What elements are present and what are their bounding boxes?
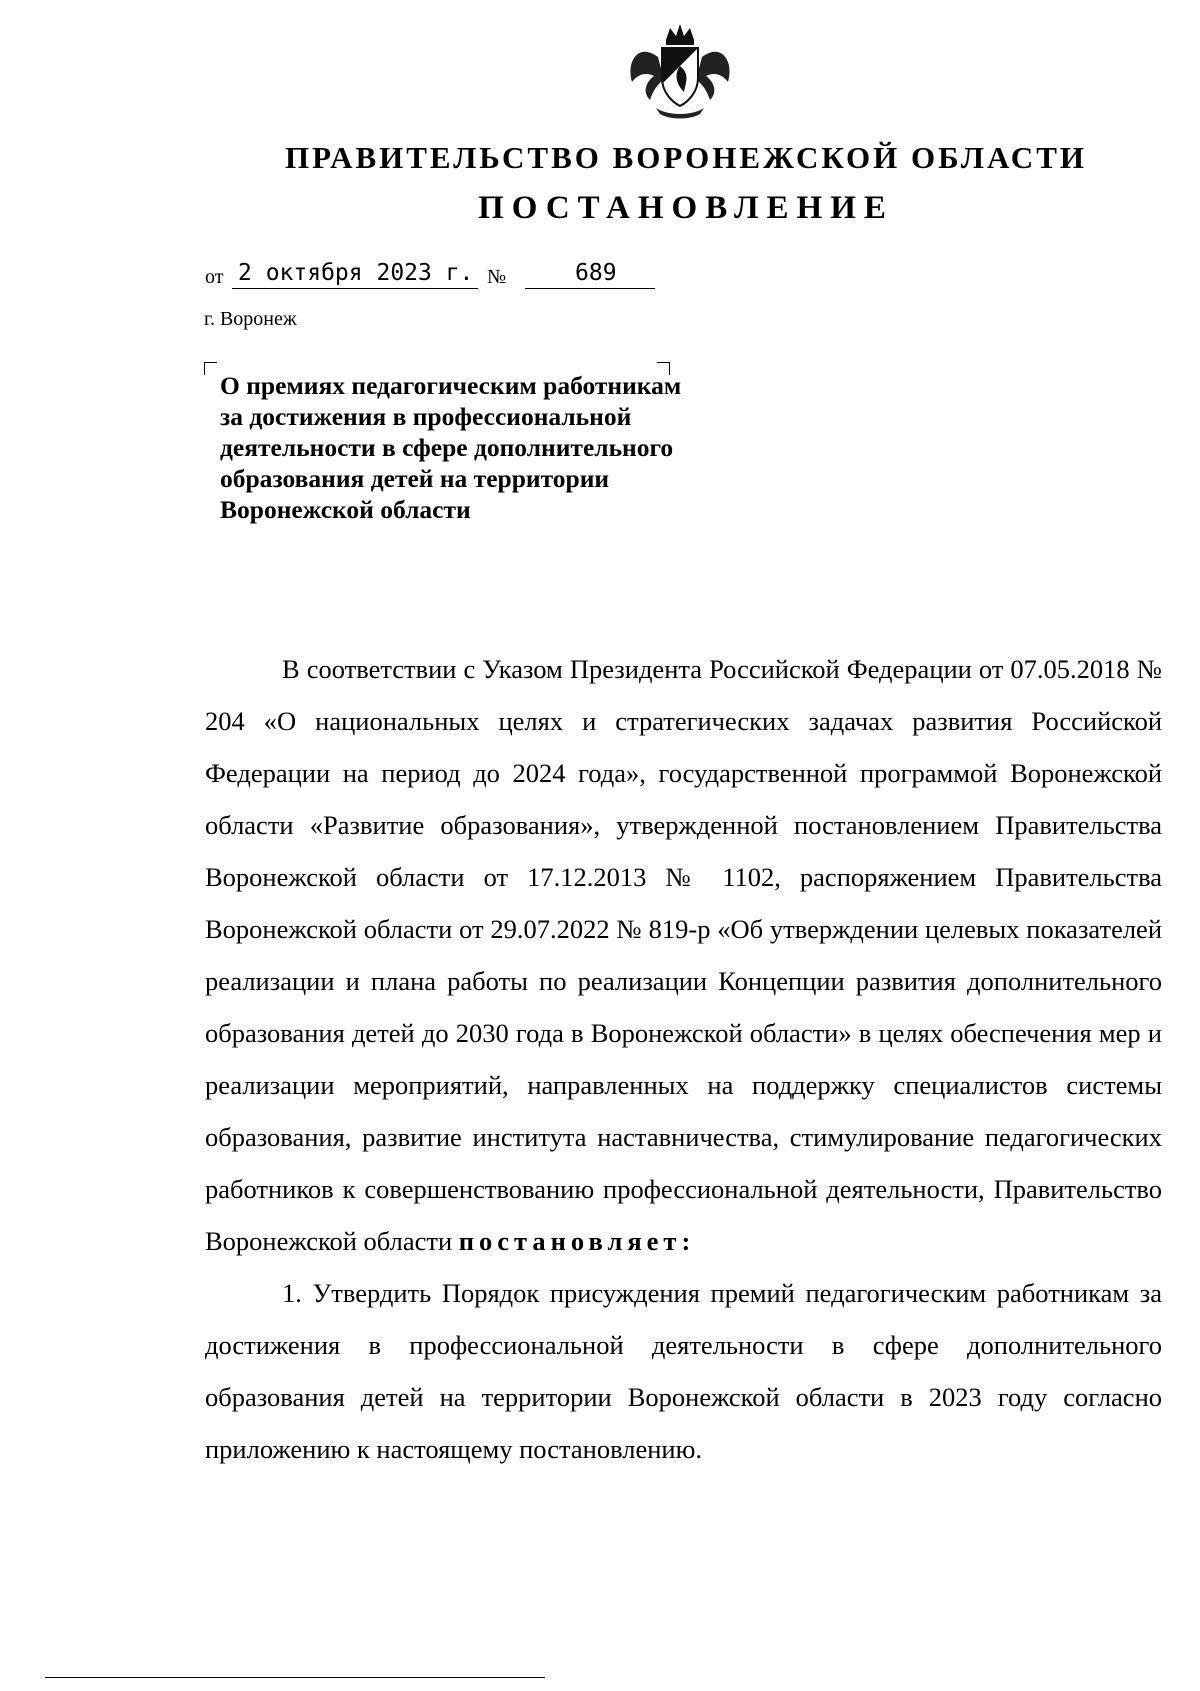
number-label: № — [487, 266, 507, 288]
city-label: г. Воронеж — [204, 308, 297, 330]
document-number: 689 — [525, 258, 655, 289]
government-title: ПРАВИТЕЛЬСТВО ВОРОНЕЖСКОЙ ОБЛАСТИ — [285, 140, 1087, 175]
resolves-word: постановляет: — [458, 1226, 696, 1256]
clause-1-paragraph: 1. Утвердить Порядок присуждения премий педагогическим работникам за достижения в профессиональной деятельности в сфере дополнительного образования детей на территории Воронежской области в 2023 году согласно приложению к настоящему постановлению. — [205, 1278, 1162, 1464]
footer-divider — [45, 1677, 545, 1678]
coat-of-arms-emblem — [620, 22, 740, 122]
date-number-line — [205, 253, 675, 293]
document-date: 2 октября 2023 г. — [232, 258, 478, 289]
from-label: от — [205, 266, 224, 288]
document-body — [205, 643, 1162, 1475]
subject-bracket-left — [204, 362, 217, 375]
document-type-title: ПОСТАНОВЛЕНИЕ — [478, 190, 894, 226]
preamble-paragraph — [205, 643, 1162, 1267]
preamble-text: В соответствии с Указом Президента Российской Федерации от 07.05.2018 № 204 «О национальных целях и стратегических задачах развития Российской Федерации на период до 2024 года», государственной программой Воронежской области «Развитие образования», утвержденной постановлением Правительства Воронежской области от 17.12.2013 № 1102, распоряжением Правительства Воронежской области от 29.07.2022 № 819-р «Об утверждении целевых показателей реализации и плана работы по реализации Концепции развития дополнительного образования детей до 2030 года в Воронежской области» в целях обеспечения мер и реализации мероприятий, направленных на поддержку специалистов системы образования, развитие института наставничества, стимулирование педагогических работников к совершенствованию профессиональной деятельности, Правительство Воронежской области — [205, 654, 1162, 1256]
document-subject: О премиях педагогическим работникам за достижения в профессиональной деятельности в сфере дополнительного образования детей на территории Воронежской области — [220, 371, 682, 524]
